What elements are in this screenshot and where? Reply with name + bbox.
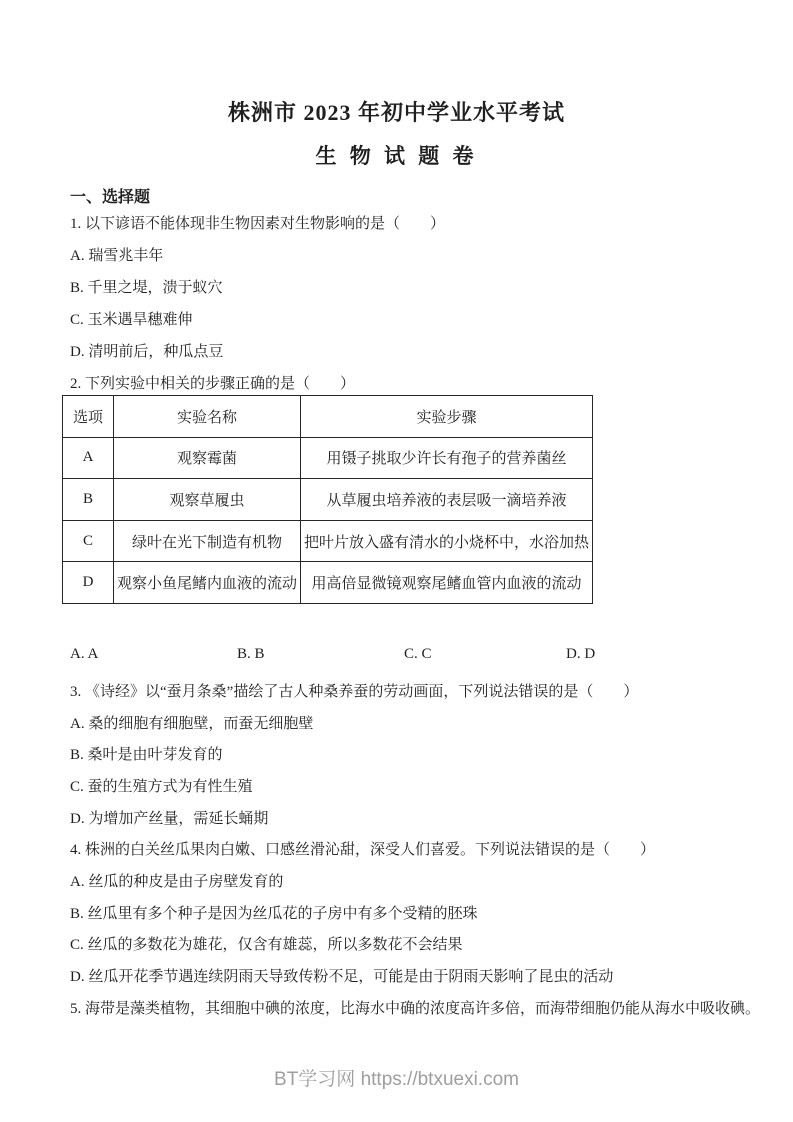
page-title: 株洲市 2023 年初中学业水平考试	[227, 100, 565, 125]
question-4-option-b: B. 丝瓜里有多个种子是因为丝瓜花的子房中有多个受精的胚珠	[70, 906, 478, 922]
table-header-experiment-name: 实验名称	[114, 396, 301, 438]
question-1-option-a: A. 瑞雪兆丰年	[70, 248, 164, 264]
question-3-option-a: A. 桑的细胞有细胞壁，而蚕无细胞壁	[70, 716, 314, 732]
question-2-answer-b: B. B	[237, 646, 265, 662]
question-4-stem: 4. 株洲的白关丝瓜果肉白嫩、口感丝滑沁甜，深受人们喜爱。下列说法错误的是（ ）	[70, 842, 656, 858]
table-cell: 从草履虫培养液的表层吸一滴培养液	[301, 479, 593, 521]
table-row	[63, 479, 593, 521]
question-3-option-b: B. 桑叶是由叶芽发育的	[70, 747, 223, 763]
question-4-option-a: A. 丝瓜的种皮是由子房壁发育的	[70, 874, 284, 890]
question-3-option-c: C. 蚕的生殖方式为有性生殖	[70, 779, 253, 795]
question-5-stem: 5. 海带是藻类植物，其细胞中碘的浓度，比海水中确的浓度高许多倍，而海带细胞仍能从海水中吸收碘。	[70, 1001, 761, 1017]
table-row	[63, 562, 593, 604]
table-cell: A	[63, 437, 114, 479]
table-cell: 观察小鱼尾鳍内血液的流动	[114, 562, 301, 604]
question-4-option-d: D. 丝瓜开花季节遇连续阴雨天导致传粉不足，可能是由于阴雨天影响了昆虫的活动	[70, 969, 614, 985]
question-4-option-c: C. 丝瓜的多数花为雄花，仅含有雄蕊，所以多数花不会结果	[70, 937, 463, 953]
table-cell: 观察草履虫	[114, 479, 301, 521]
table-cell: D	[63, 562, 114, 604]
experiment-table	[62, 395, 593, 604]
page-subtitle: 生 物 试 题 卷	[315, 144, 478, 168]
footer-watermark: BT学习网 https://btxuexi.com	[274, 1069, 519, 1090]
question-3-option-d: D. 为增加产丝量，需延长蛹期	[70, 811, 269, 827]
table-header-option: 选项	[63, 396, 114, 438]
question-2-stem: 2. 下列实验中相关的步骤正确的是（ ）	[70, 376, 356, 392]
question-1-option-b: B. 千里之堤，溃于蚁穴	[70, 280, 223, 296]
question-1-option-d: D. 清明前后，种瓜点豆	[70, 344, 224, 360]
question-3-stem: 3. 《诗经》以“蚕月条桑”描绘了古人种桑养蚕的劳动画面，下列说法错误的是（ ）	[70, 684, 639, 700]
table-cell: 观察霉菌	[114, 437, 301, 479]
table-cell: 用镊子挑取少许长有孢子的营养菌丝	[301, 437, 593, 479]
question-2-answer-a: A. A	[70, 646, 99, 662]
table-header-row	[63, 396, 593, 438]
table-header-experiment-step: 实验步骤	[301, 396, 593, 438]
question-2-answer-d: D. D	[566, 646, 596, 662]
table-cell: 用高倍显微镜观察尾鳍血管内血液的流动	[301, 562, 593, 604]
question-2-answer-c: C. C	[404, 646, 432, 662]
table-row	[63, 437, 593, 479]
question-1-stem: 1. 以下谚语不能体现非生物因素对生物影响的是（ ）	[70, 216, 446, 232]
question-1-option-c: C. 玉米遇旱穗难伸	[70, 312, 193, 328]
table-cell: 把叶片放入盛有清水的小烧杯中，水浴加热	[301, 520, 593, 562]
section-heading: 一、选择题	[70, 189, 151, 206]
table-row	[63, 520, 593, 562]
table-cell: B	[63, 479, 114, 521]
table-cell: C	[63, 520, 114, 562]
table-cell: 绿叶在光下制造有机物	[114, 520, 301, 562]
